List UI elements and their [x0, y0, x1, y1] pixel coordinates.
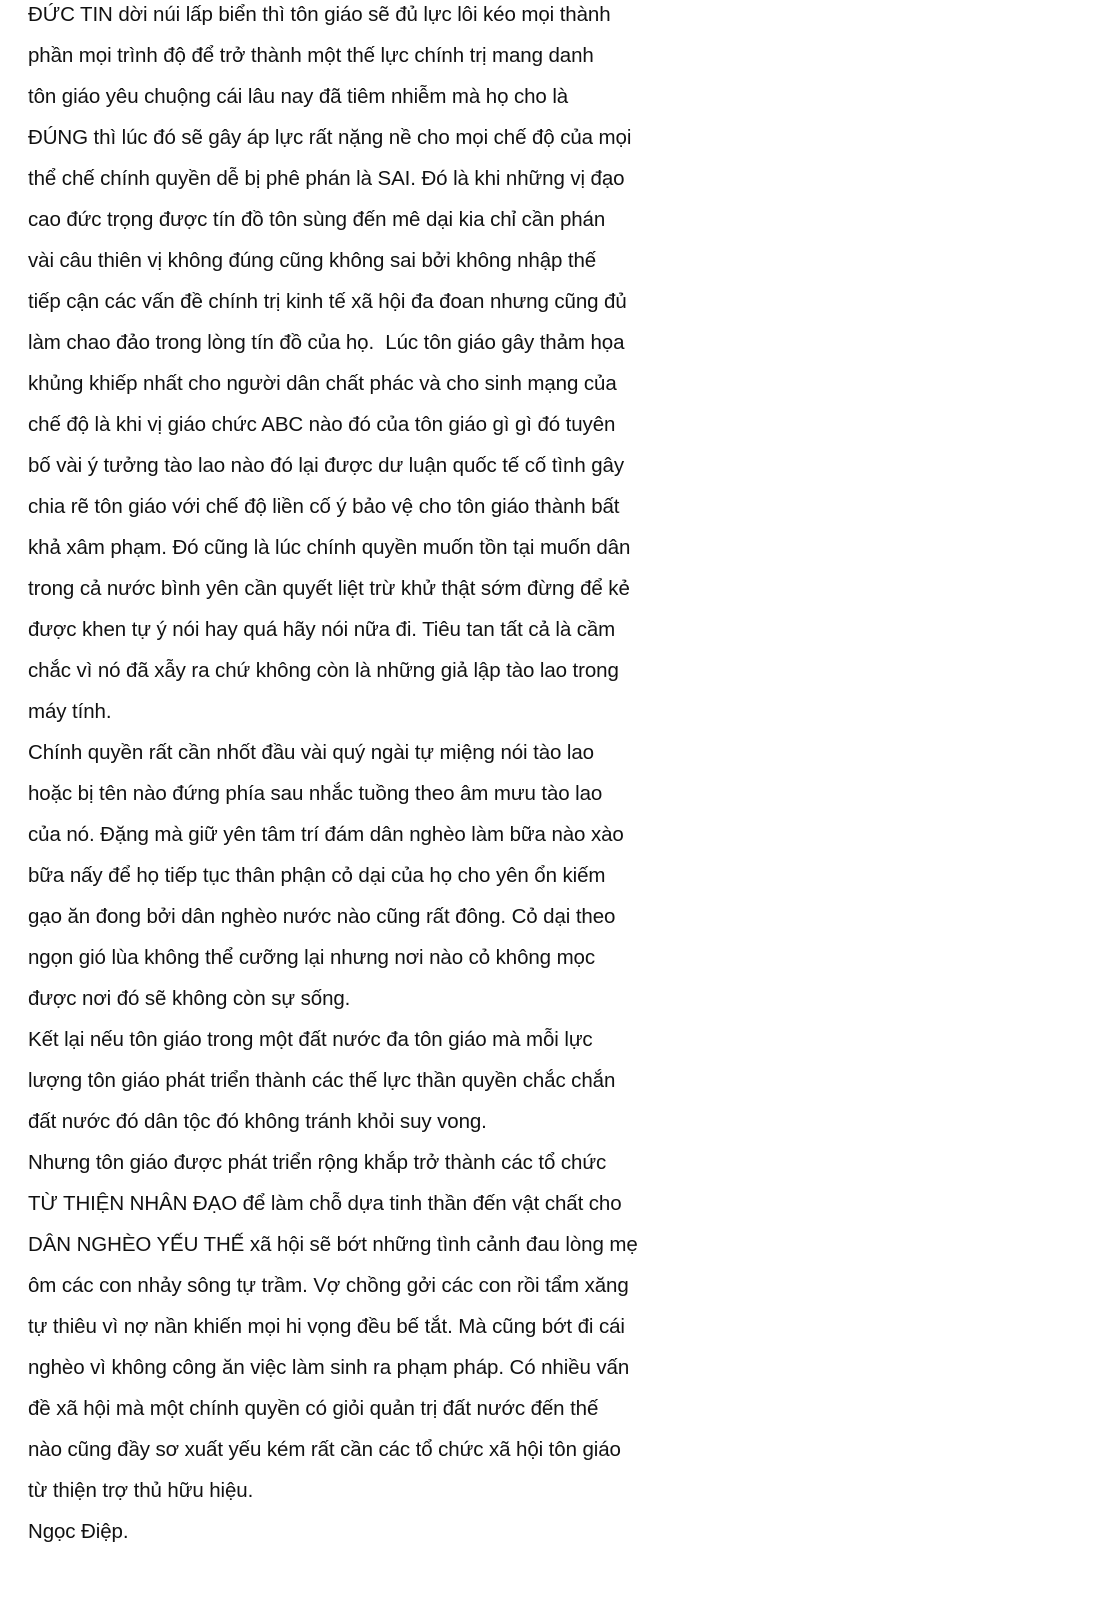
text-line: đề xã hội mà một chính quyền có giỏi quản trị đất nước đến thế: [28, 1397, 599, 1420]
text-line: thể chế chính quyền dễ bị phê phán là SAI. Đó là khi những vị đạo: [28, 167, 625, 190]
text-line: ngọn gió lùa không thể cưỡng lại nhưng nơi nào cỏ không mọc: [28, 946, 596, 969]
text-line: máy tính.: [28, 700, 112, 723]
text-line: chắc vì nó đã xẫy ra chứ không còn là những giả lập tào lao trong: [28, 659, 619, 682]
text-line: ôm các con nhảy sông tự trầm. Vợ chồng gởi các con rồi tẩm xăng: [28, 1274, 629, 1297]
text-line: tự thiêu vì nợ nần khiến mọi hi vọng đều bế tắt. Mà cũng bớt đi cái: [28, 1315, 625, 1338]
text-line: TỪ THIỆN NHÂN ĐẠO để làm chỗ dựa tinh thần đến vật chất cho: [28, 1192, 622, 1215]
text-line: nghèo vì không công ăn việc làm sinh ra phạm pháp. Có nhiều vấn: [28, 1356, 630, 1379]
text-line: Kết lại nếu tôn giáo trong một đất nước đa tôn giáo mà mỗi lực: [28, 1028, 593, 1051]
text-line: Nhưng tôn giáo được phát triển rộng khắp trở thành các tổ chức: [28, 1151, 607, 1174]
text-line: từ thiện trợ thủ hữu hiệu.: [28, 1479, 254, 1502]
text-line: Chính quyền rất cần nhốt đầu vài quý ngài tự miệng nói tào lao: [28, 741, 594, 764]
text-line: nào cũng đầy sơ xuất yếu kém rất cần các tổ chức xã hội tôn giáo: [28, 1438, 621, 1461]
text-line: vài câu thiên vị không đúng cũng không sai bởi không nhập thế: [28, 249, 597, 272]
text-line: gạo ăn đong bởi dân nghèo nước nào cũng rất đông. Cỏ dại theo: [28, 905, 616, 928]
text-line: lượng tôn giáo phát triển thành các thế lực thần quyền chắc chắn: [28, 1069, 616, 1092]
text-line: Ngọc Điệp.: [28, 1520, 129, 1543]
text-line: cao đức trọng được tín đồ tôn sùng đến mê dại kia chỉ cần phán: [28, 208, 606, 231]
text-line: khả xâm phạm. Đó cũng là lúc chính quyền muốn tồn tại muốn dân: [28, 536, 631, 559]
text-line: tôn giáo yêu chuộng cái lâu nay đã tiêm nhiễm mà họ cho là: [28, 85, 569, 108]
text-line: hoặc bị tên nào đứng phía sau nhắc tuồng theo âm mưu tào lao: [28, 782, 603, 805]
text-line: của nó. Đặng mà giữ yên tâm trí đám dân nghèo làm bữa nào xào: [28, 823, 624, 846]
text-line: bữa nấy để họ tiếp tục thân phận cỏ dại của họ cho yên ổn kiếm: [28, 864, 606, 887]
text-line: được nơi đó sẽ không còn sự sống.: [28, 987, 351, 1010]
text-line: DÂN NGHÈO YẾU THẾ xã hội sẽ bớt những tình cảnh đau lòng mẹ: [28, 1233, 638, 1256]
text-line: tiếp cận các vấn đề chính trị kinh tế xã hội đa đoan nhưng cũng đủ: [28, 290, 627, 313]
text-line: trong cả nước bình yên cần quyết liệt trừ khử thật sớm đừng để kẻ: [28, 577, 630, 600]
text-line: làm chao đảo trong lòng tín đồ của họ. Lúc tôn giáo gây thảm họa: [28, 331, 625, 354]
text-line: ĐÚNG thì lúc đó sẽ gây áp lực rất nặng nề cho mọi chế độ của mọi: [28, 126, 632, 149]
document-text: [28, 0, 1096, 1552]
text-line: bố vài ý tưởng tào lao nào đó lại được dư luận quốc tế cố tình gây: [28, 454, 624, 477]
text-line: ĐỨC TIN dời núi lấp biển thì tôn giáo sẽ đủ lực lôi kéo mọi thành: [28, 3, 611, 26]
text-line: phần mọi trình độ để trở thành một thế lực chính trị mang danh: [28, 44, 594, 67]
text-line: chia rẽ tôn giáo với chế độ liền cố ý bảo vệ cho tôn giáo thành bất: [28, 495, 620, 518]
text-line: chế độ là khi vị giáo chức ABC nào đó của tôn giáo gì gì đó tuyên: [28, 413, 616, 436]
text-line: khủng khiếp nhất cho người dân chất phác và cho sinh mạng của: [28, 372, 617, 395]
text-line: đất nước đó dân tộc đó không tránh khỏi suy vong.: [28, 1110, 487, 1133]
text-line: được khen tự ý nói hay quá hãy nói nữa đi. Tiêu tan tất cả là cầm: [28, 618, 616, 641]
